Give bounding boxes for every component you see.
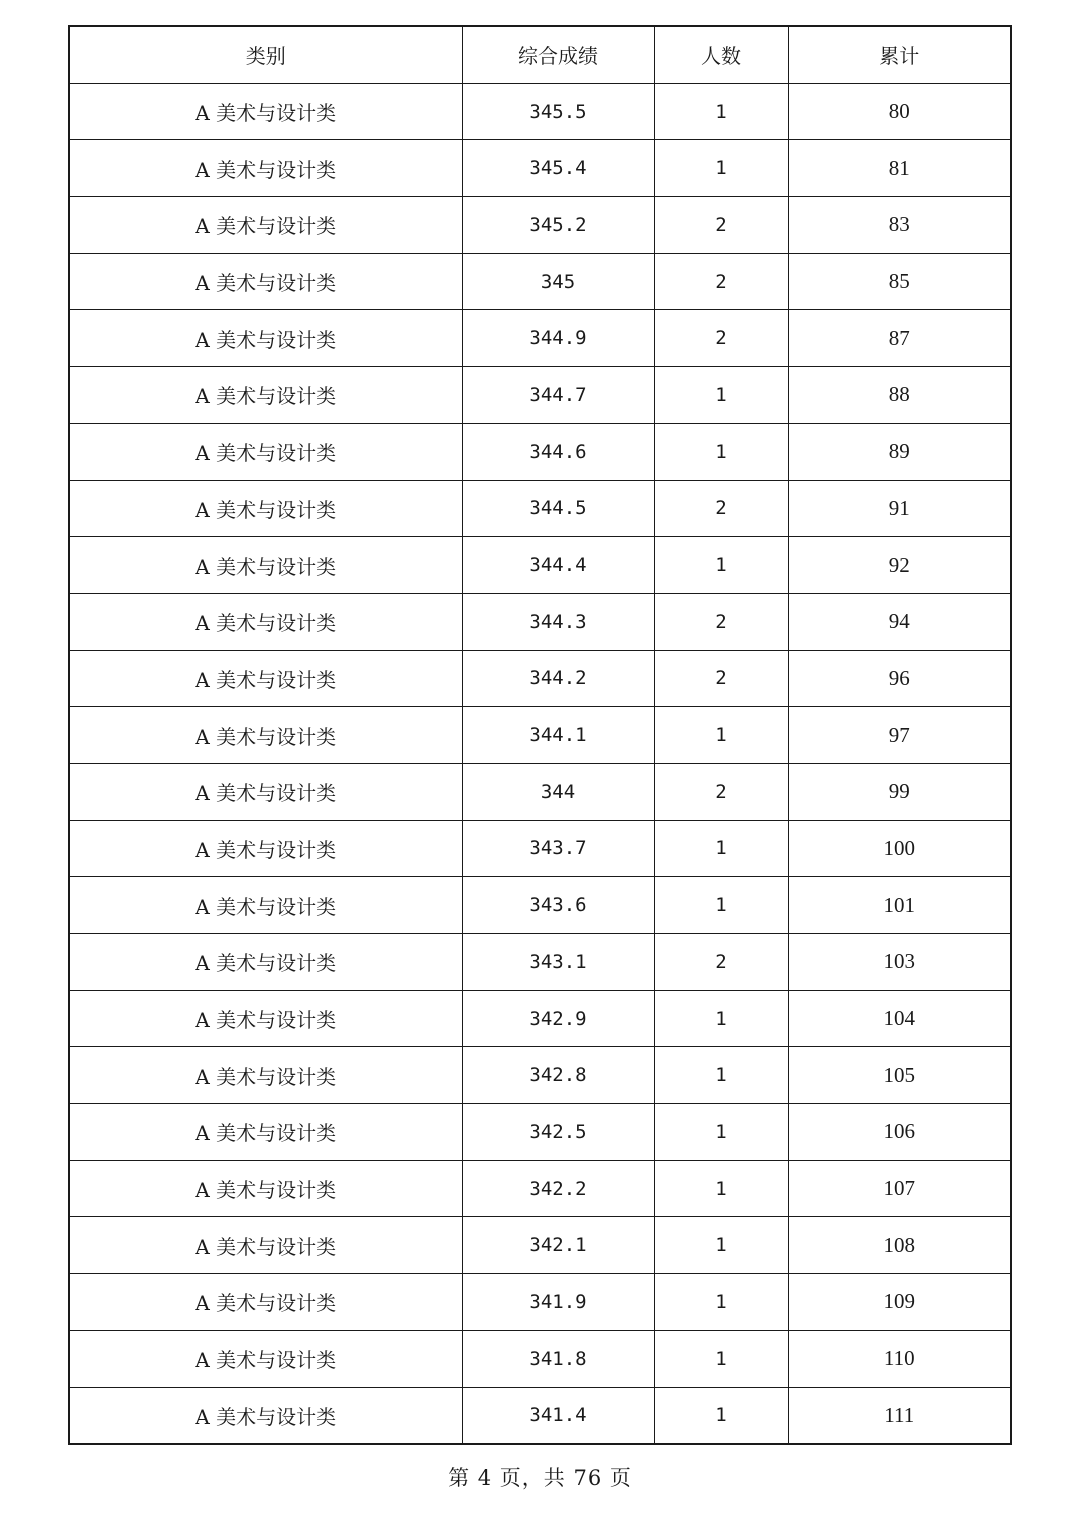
cell-score: 341.9 xyxy=(462,1274,654,1331)
cell-score: 344.1 xyxy=(462,707,654,764)
cell-category: A 美术与设计类 xyxy=(69,820,462,877)
cell-count: 2 xyxy=(654,763,788,820)
cell-count: 1 xyxy=(654,707,788,764)
cell-category: A 美术与设计类 xyxy=(69,83,462,140)
cell-cumulative: 97 xyxy=(788,707,1011,764)
table-row xyxy=(69,877,1011,934)
cell-count: 1 xyxy=(654,367,788,424)
table-row xyxy=(69,253,1011,310)
cell-count: 1 xyxy=(654,1047,788,1104)
cell-score: 344.3 xyxy=(462,593,654,650)
cell-count: 1 xyxy=(654,423,788,480)
table-row xyxy=(69,1104,1011,1161)
cell-cumulative: 108 xyxy=(788,1217,1011,1274)
cell-score: 343.7 xyxy=(462,820,654,877)
cell-cumulative: 80 xyxy=(788,83,1011,140)
table-row xyxy=(69,140,1011,197)
cell-category: A 美术与设计类 xyxy=(69,1047,462,1104)
cell-score: 345 xyxy=(462,253,654,310)
cell-score: 345.4 xyxy=(462,140,654,197)
cell-score: 342.9 xyxy=(462,990,654,1047)
page-footer: 第 4 页，共 76 页 xyxy=(448,1466,632,1490)
cell-score: 344.2 xyxy=(462,650,654,707)
cell-cumulative: 89 xyxy=(788,423,1011,480)
cell-score: 345.5 xyxy=(462,83,654,140)
cell-score: 341.8 xyxy=(462,1330,654,1387)
cell-score: 342.2 xyxy=(462,1160,654,1217)
cell-cumulative: 111 xyxy=(788,1387,1011,1444)
cell-category: A 美术与设计类 xyxy=(69,877,462,934)
table-row xyxy=(69,1047,1011,1104)
cell-category: A 美术与设计类 xyxy=(69,367,462,424)
header-category: 类别 xyxy=(69,26,462,83)
cell-score: 344 xyxy=(462,763,654,820)
cell-count: 1 xyxy=(654,1160,788,1217)
cell-cumulative: 105 xyxy=(788,1047,1011,1104)
cell-count: 2 xyxy=(654,310,788,367)
cell-cumulative: 101 xyxy=(788,877,1011,934)
cell-count: 2 xyxy=(654,480,788,537)
table-row xyxy=(69,423,1011,480)
cell-count: 1 xyxy=(654,1387,788,1444)
cell-category: A 美术与设计类 xyxy=(69,1330,462,1387)
cell-category: A 美术与设计类 xyxy=(69,990,462,1047)
table-row xyxy=(69,1387,1011,1444)
table-row xyxy=(69,707,1011,764)
cell-count: 1 xyxy=(654,83,788,140)
header-count: 人数 xyxy=(654,26,788,83)
cell-cumulative: 103 xyxy=(788,934,1011,991)
cell-cumulative: 106 xyxy=(788,1104,1011,1161)
cell-category: A 美术与设计类 xyxy=(69,1104,462,1161)
cell-score: 343.6 xyxy=(462,877,654,934)
cell-category: A 美术与设计类 xyxy=(69,310,462,367)
cell-cumulative: 99 xyxy=(788,763,1011,820)
cell-cumulative: 83 xyxy=(788,197,1011,254)
cell-score: 342.5 xyxy=(462,1104,654,1161)
table-header xyxy=(69,26,1011,83)
cell-score: 342.8 xyxy=(462,1047,654,1104)
cell-category: A 美术与设计类 xyxy=(69,593,462,650)
cell-cumulative: 104 xyxy=(788,990,1011,1047)
cell-score: 341.4 xyxy=(462,1387,654,1444)
cell-cumulative: 85 xyxy=(788,253,1011,310)
cell-count: 1 xyxy=(654,140,788,197)
cell-count: 1 xyxy=(654,877,788,934)
cell-category: A 美术与设计类 xyxy=(69,253,462,310)
cell-cumulative: 87 xyxy=(788,310,1011,367)
header-cumulative: 累计 xyxy=(788,26,1011,83)
table-row xyxy=(69,197,1011,254)
table-row xyxy=(69,367,1011,424)
cell-cumulative: 92 xyxy=(788,537,1011,594)
cell-score: 344.4 xyxy=(462,537,654,594)
cell-category: A 美术与设计类 xyxy=(69,934,462,991)
cell-cumulative: 109 xyxy=(788,1274,1011,1331)
cell-cumulative: 94 xyxy=(788,593,1011,650)
cell-category: A 美术与设计类 xyxy=(69,1217,462,1274)
cell-cumulative: 88 xyxy=(788,367,1011,424)
table-row xyxy=(69,1217,1011,1274)
cell-count: 2 xyxy=(654,253,788,310)
cell-count: 1 xyxy=(654,990,788,1047)
cell-cumulative: 107 xyxy=(788,1160,1011,1217)
cell-count: 1 xyxy=(654,1104,788,1161)
table-row xyxy=(69,820,1011,877)
cell-count: 2 xyxy=(654,934,788,991)
table-body xyxy=(69,83,1011,1444)
cell-category: A 美术与设计类 xyxy=(69,140,462,197)
header-score: 综合成绩 xyxy=(462,26,654,83)
cell-category: A 美术与设计类 xyxy=(69,480,462,537)
cell-score: 343.1 xyxy=(462,934,654,991)
cell-cumulative: 100 xyxy=(788,820,1011,877)
cell-score: 344.5 xyxy=(462,480,654,537)
cell-score: 345.2 xyxy=(462,197,654,254)
table-row xyxy=(69,990,1011,1047)
table-row xyxy=(69,310,1011,367)
cell-count: 1 xyxy=(654,537,788,594)
table-row xyxy=(69,650,1011,707)
cell-count: 2 xyxy=(654,593,788,650)
cell-cumulative: 110 xyxy=(788,1330,1011,1387)
table-row xyxy=(69,593,1011,650)
cell-category: A 美术与设计类 xyxy=(69,423,462,480)
cell-category: A 美术与设计类 xyxy=(69,763,462,820)
header-row xyxy=(69,26,1011,83)
score-table xyxy=(68,25,1012,1445)
cell-category: A 美术与设计类 xyxy=(69,1387,462,1444)
cell-count: 1 xyxy=(654,1274,788,1331)
cell-category: A 美术与设计类 xyxy=(69,1160,462,1217)
cell-count: 1 xyxy=(654,1330,788,1387)
cell-count: 1 xyxy=(654,820,788,877)
cell-category: A 美术与设计类 xyxy=(69,537,462,594)
cell-category: A 美术与设计类 xyxy=(69,197,462,254)
table-row xyxy=(69,480,1011,537)
cell-score: 342.1 xyxy=(462,1217,654,1274)
table-row xyxy=(69,1330,1011,1387)
cell-count: 1 xyxy=(654,1217,788,1274)
table-row xyxy=(69,1274,1011,1331)
cell-cumulative: 91 xyxy=(788,480,1011,537)
table-row xyxy=(69,934,1011,991)
cell-count: 2 xyxy=(654,197,788,254)
table-row xyxy=(69,537,1011,594)
cell-category: A 美术与设计类 xyxy=(69,707,462,764)
cell-score: 344.7 xyxy=(462,367,654,424)
cell-score: 344.6 xyxy=(462,423,654,480)
cell-count: 2 xyxy=(654,650,788,707)
table-row xyxy=(69,763,1011,820)
table-row xyxy=(69,1160,1011,1217)
table-row xyxy=(69,83,1011,140)
cell-cumulative: 81 xyxy=(788,140,1011,197)
cell-category: A 美术与设计类 xyxy=(69,1274,462,1331)
cell-category: A 美术与设计类 xyxy=(69,650,462,707)
cell-cumulative: 96 xyxy=(788,650,1011,707)
cell-score: 344.9 xyxy=(462,310,654,367)
